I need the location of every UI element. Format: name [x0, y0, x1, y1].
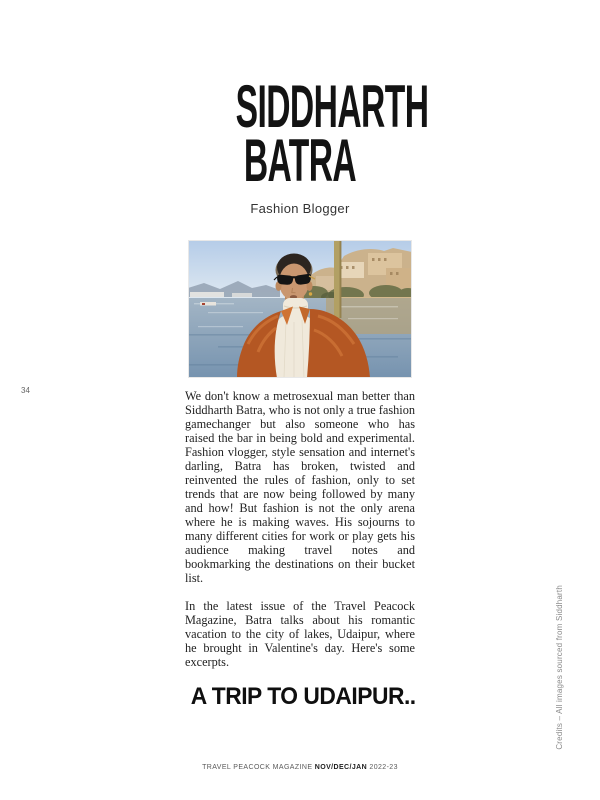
- photo-far-buildings: [232, 293, 252, 297]
- title-line-1: SIDDHARTH: [235, 73, 429, 140]
- photo-far-buildings: [190, 292, 224, 297]
- footer-magazine-name: TRAVEL PEACOCK MAGAZINE: [202, 764, 313, 771]
- photo-boat: [200, 302, 216, 306]
- photo-pole: [334, 240, 342, 318]
- paragraph-1: We don't know a metrosexual man better than Siddharth Batra, who is not only a true fashion gamechanger but also someone who has raised the bar in being bold and experimental. Fashion vlogger, style sensation and internet's darling, Batra has broken, twisted and reinvented the rules of fashion, only to set trends that are now being followed by many and how! But fashion is not the only arena where he is making waves. His sojourns to many different cities for work or play gets his audience making travel notes and bookmarking the destinations on their bucket list.: [185, 389, 415, 585]
- man-earring: [309, 292, 312, 295]
- credits-vertical-text: Credits – All images sourced from Siddharth: [555, 585, 564, 750]
- portrait-photo-art: [188, 240, 412, 378]
- article-body: [185, 389, 415, 669]
- portrait-photo: [188, 240, 412, 378]
- footer-issue: NOV/DEC/JAN: [314, 764, 368, 771]
- title-line-2: BATRA: [243, 127, 357, 194]
- article-title: [185, 73, 429, 194]
- section-heading: A TRIP TO UDAIPUR..: [190, 683, 416, 710]
- paragraph-2: In the latest issue of the Travel Peacock Magazine, Batra talks about his romantic vacation to the city of lakes, Udaipur, where he brought in Valentine's day. Here's some excerpts.: [185, 599, 415, 669]
- photo-building-block: [386, 268, 412, 288]
- page-number: 34: [21, 386, 30, 395]
- footer-year: 2022-23: [369, 764, 398, 771]
- article-column: [185, 73, 429, 711]
- footer: [0, 764, 600, 771]
- article-subtitle: Fashion Blogger: [250, 201, 350, 216]
